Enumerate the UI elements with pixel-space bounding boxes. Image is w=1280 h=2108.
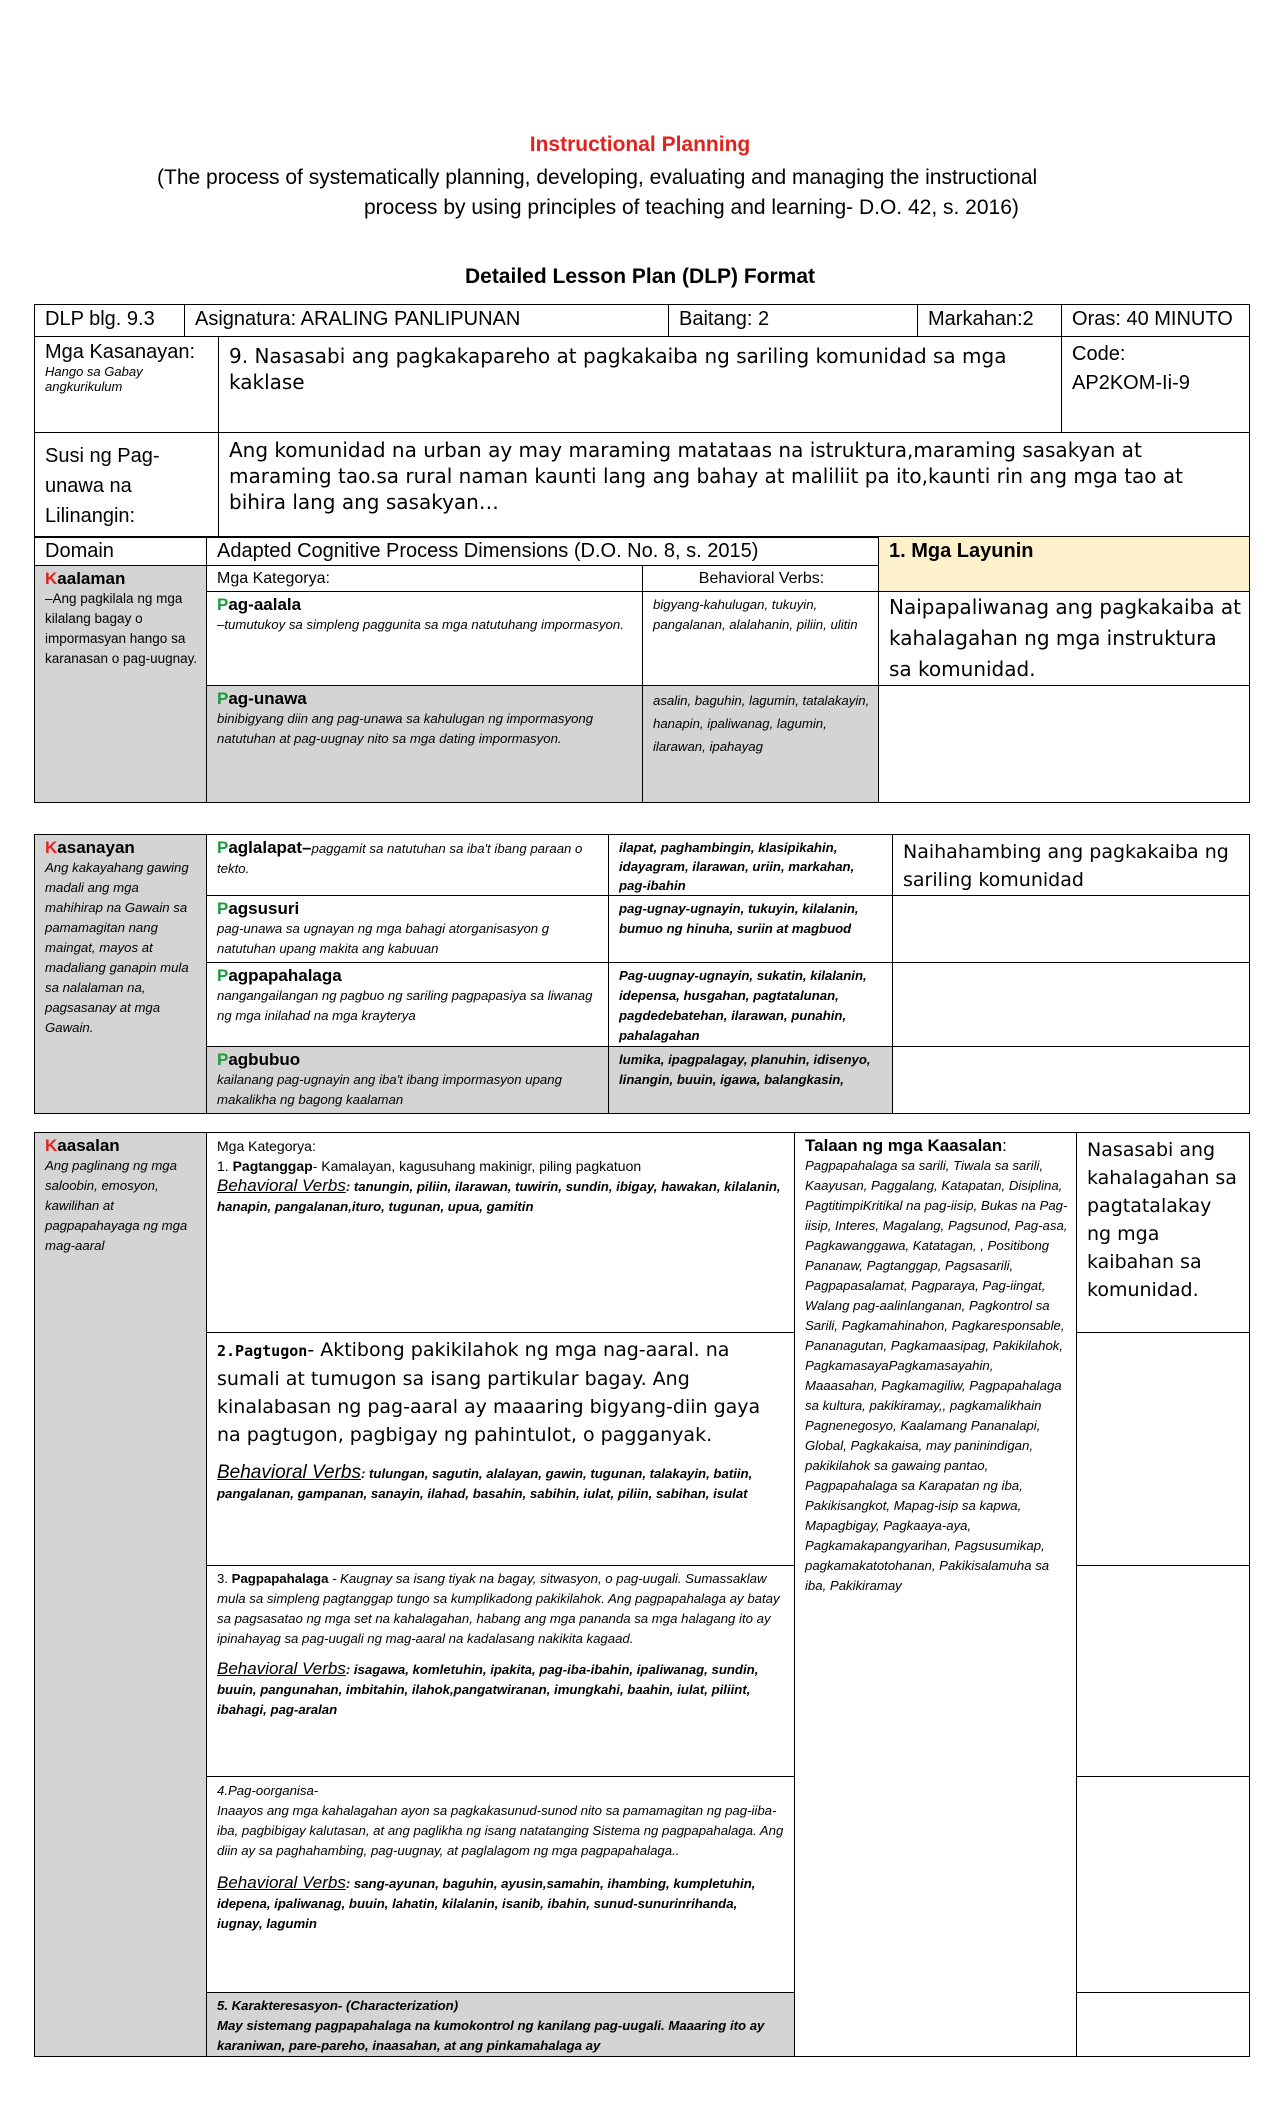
kategorya-header: Mga Kategorya: [217, 570, 330, 587]
pagpapahalaga-verbs: Pag-uugnay-ugnayin, sukatin, kilalanin, idepensa, husgahan, pagtatalunan, pagdedebatehan, ilarawan, punahin, pahalagahan [619, 968, 867, 1043]
paglalapat-verbs: ilapat, paghambingin, klasipikahin, idayagram, ilarawan, uriin, markahan, pag-ibahin [619, 840, 855, 893]
karakteresasyon-cell: 5. Karakteresasyon- (Characterization) May sistemang pagpapahalaga na kumokontrol ng kanilang pag-uugali. Maaaring ito ay karaniwan, pare-pareho, inaasahan, at ang pinkamahalaga ay [217, 1998, 765, 2053]
subtitle-line-1: (The process of systematically planning, developing, evaluating and managing the instructional [157, 166, 1038, 189]
page-title: Instructional Planning [529, 133, 751, 156]
pag-aalala-row: Pag-aalala –tumutukoy sa simpleng paggunita sa mga natutuhang impormasyon. [217, 595, 624, 632]
pagpapahalaga-cell: 3. Pagpapahalaga - Kaugnay sa isang tiyak na bagay, sitwasyon, o pag-uugali. Sumassaklaw mula sa simpleng pagtanggap tungo sa kumplikadong pakikilahok. Ang pagpapahalaga ay batay sa pagsasatao ng mga set na kahalagahan, habang ang mga pananda sa mga halagang ito ay ipinahayag sa pag-uugali ng mag-aaral na kadalasang nakikita kagaad. Behavioral Verbs: isagawa, komletuhin, ipakita, pag-iba-ibahin, ipaliwanag, sundin, buuin, pangunahan, imbitahin, ilahok,pangatwiranan, imungkahi, baahin, iulat, piliint, ibahagi, pag-aralan [217, 1571, 780, 1717]
kaalaman-table [34, 536, 1250, 803]
asignatura: Asignatura: ARALING PANLIPUNAN [195, 308, 521, 330]
pagbubuo-verbs: lumika, ipagpalagay, planuhin, idisenyo, linangin, buuin, igawa, balangkasin, [619, 1052, 871, 1087]
susi-label: Susi ng Pag-unawa na Lilinangin: [45, 445, 160, 527]
kasanayan-domain: Kasanayan Ang kakayahang gawing madali ang mga mahihirap na Gawain sa pamamagitan nang maingat, mayos at madaliang ganapin mula sa nalalaman na, pagsasanay at mga Gawain. [45, 838, 189, 1035]
lesson-info-table [34, 304, 1250, 538]
kaasalan-domain: Kaasalan Ang paglinang ng mga saloobin, emosyon, kawilihan at pagpapahayaga ng mga mag-aaral [45, 1136, 188, 1253]
dlp-number: DLP blg. 9.3 [45, 308, 155, 330]
kasanayan-text: 9. Nasasabi ang pagkakapareho at pagkakaiba ng sariling komunidad sa mga kaklase [229, 344, 1007, 394]
pagtanggap-cell: Mga Kategorya: 1. Pagtanggap- Kamalayan, kagusuhang makinigr, piling pagkatuon Behavioral Verbs: tanungin, piliin, ilarawan, tuwirin, sundin, ibigay, hawakan, kilalanin, hanapin, pangalanan,ituro, tugunan, upua, gamitin [217, 1138, 781, 1214]
subtitle-line-2: process by using principles of teaching and learning- D.O. 42, s. 2016) [364, 196, 1019, 219]
verbs-header: Behavioral Verbs: [698, 570, 825, 587]
kaasalan-table [34, 1132, 1250, 2057]
adapted-header: Adapted Cognitive Process Dimensions (D.O. No. 8, s. 2015) [217, 540, 759, 562]
pagbubuo-row: Pagbubuo kailanang pag-ugnayin ang iba't ibang impormasyon upang makalikha ng bagong kaalaman [217, 1050, 562, 1107]
kasanayan-objective: Naihahambing ang pagkakaiba ng sariling komunidad [903, 841, 1229, 891]
kaalaman-domain: Kaalaman –Ang pagkilala ng mga kilalang bagay o impormasyan hango sa karanasan o pag-uugnay. [45, 569, 198, 666]
format-title: Detailed Lesson Plan (DLP) Format [464, 265, 816, 288]
pagsusuri-verbs: pag-ugnay-ugnayin, tukuyin, kilalanin, bumuo ng hinuha, suriin at magbuod [619, 901, 859, 936]
susi-text: Ang komunidad na urban ay may maraming matataas na istruktura,maraming sasakyan at maraming tao.sa rural naman kaunti lang ang bahay at maliliit pa ito,kaunti rin ang mga tao at bihira lang ang sasakyan… [229, 438, 1183, 514]
pagpapahalaga-row: Pagpapahalaga nangangailangan ng pagbuo ng sariling pagpapasiya sa liwanag ng mga inilahad na mga krayterya [217, 966, 593, 1023]
kasanayan-note: Hango sa Gabay angkurikulum [45, 364, 143, 394]
pagsusuri-row: Pagsusuri pag-unawa sa ugnayan ng mga bahagi atorganisasyon g natutuhan upang makita ang kabuuan [217, 899, 550, 956]
kaalaman-objective: Naipapaliwanag ang pagkakaiba at kahalagahan ng mga instruktura sa komunidad. [889, 595, 1241, 681]
pag-unawa-row: Pag-unawa binibigyang diin ang pag-unawa sa kahulugan ng impormasyong natutuhan at pag-uugnay nito sa mga dating impormasyon. [217, 689, 594, 746]
pagtugon-cell: 2.Pagtugon- Aktibong pakikilahok ng mga nag-aaral. na sumali at tumugon sa isang partikular bagay. Ang kinalabasan ng pag-aaral ay maaaring bigyang-diin gaya na pagtugon, pagbigay ng pahintulot, o pagganyak. Behavioral Verbs: tulungan, sagutin, alalayan, gawin, tugunan, talakayin, batiin, pangalanan, gampanan, sanayin, ilahad, basahin, sabihin, iulat, piliin, sabihan, isulat [217, 1339, 761, 1501]
kasanayan-label: Mga Kasanayan: [45, 341, 196, 363]
talaan-kaasalan: Talaan ng mga Kaasalan: Pagpapahalaga sa sarili, Tiwala sa sarili, Kaayusan, Paggalang, Katapatan, Disiplina, PagtitimpiKritikal na pag-iisip, Bukas na Pag-iisip, Interes, Magalang, Pagsunod, Pag-asa, Pagkawanggawa, Katatagan, , Positibong Pananaw, Pagtanggap, Pagsasarili, Pagpapasalamat, Pagparaya, Pag-iingat, Walang pag-aalinlanganan, Pagkontrol sa Sarili, Pagkamahinahon, Pagkaresponsable, Pananagutan, Pagkamaasipag, Pakikilahok, PagkamasayaPagkamasayahin, Maaasahan, Pagkamagiliw, Pagpapahalaga sa kultura, pakikiramay,, pagkamalikhain Pagnenegosyo, Kaalamang Pananalapi, Global, Pagkakaisa, may paninindigan, pakikilahok sa gawaing pantao, Pagpapahalaga sa Karapatan ng iba, Pakikisangkot, Mapag-isip sa kapwa, Mapagbigay, Pagkaaya-aya, Pagkamakapangyarihan, Pagsusumikap, pagkamakatotohanan, Pakikisalamuha sa iba, Pakikiramay [805, 1136, 1068, 1593]
oras: Oras: 40 MINUTO [1072, 308, 1233, 330]
domain-header: Domain [45, 540, 114, 562]
code-value: AP2KOM-Ii-9 [1072, 372, 1190, 394]
pag-oorganisa-cell: 4.Pag-oorganisa- Inaayos ang mga kahalagahan ayon sa pagkakasunud-sunod nito sa pamamagitan ng pag-iiba-iba, pagbibigay kalutasan, at ang paglikha ng isang natatanging Sistema ng pagpapahalaga. Ang diin ay sa paghahambing, pag-uugnay, at paglalagom ng mga pagpapahalaga.. Behavioral Verbs: sang-ayunan, baguhin, ayusin,samahin, ihambing, kumpletuhin, idepena, ipaliwanag, buuin, lahatin, kilalanin, isanib, ibahin, sunud-sunurinrihanda, iugnay, lagumin [217, 1783, 784, 1931]
pag-unawa-verbs: asalin, baguhin, lagumin, tatalakayin, hanapin, ipaliwanag, lagumin, ilarawan, ipahayag [653, 693, 870, 754]
kasanayan-table [34, 834, 1250, 1114]
baitang: Baitang: 2 [679, 308, 770, 330]
kaasalan-objective: Nasasabi ang kahalagahan sa pagtatalakay ng mga kaibahan sa komunidad. [1087, 1139, 1237, 1301]
pag-aalala-verbs: bigyang-kahulugan, tukuyin, pangalanan, alalahanin, piliin, ulitin [653, 597, 858, 632]
markahan: Markahan:2 [928, 308, 1034, 330]
layunin-header: 1. Mga Layunin [889, 540, 1034, 562]
paglalapat-row: Paglalapat–paggamit sa natutuhan sa iba't ibang paraan o tekto. [217, 838, 583, 876]
code-label: Code: [1072, 343, 1126, 365]
